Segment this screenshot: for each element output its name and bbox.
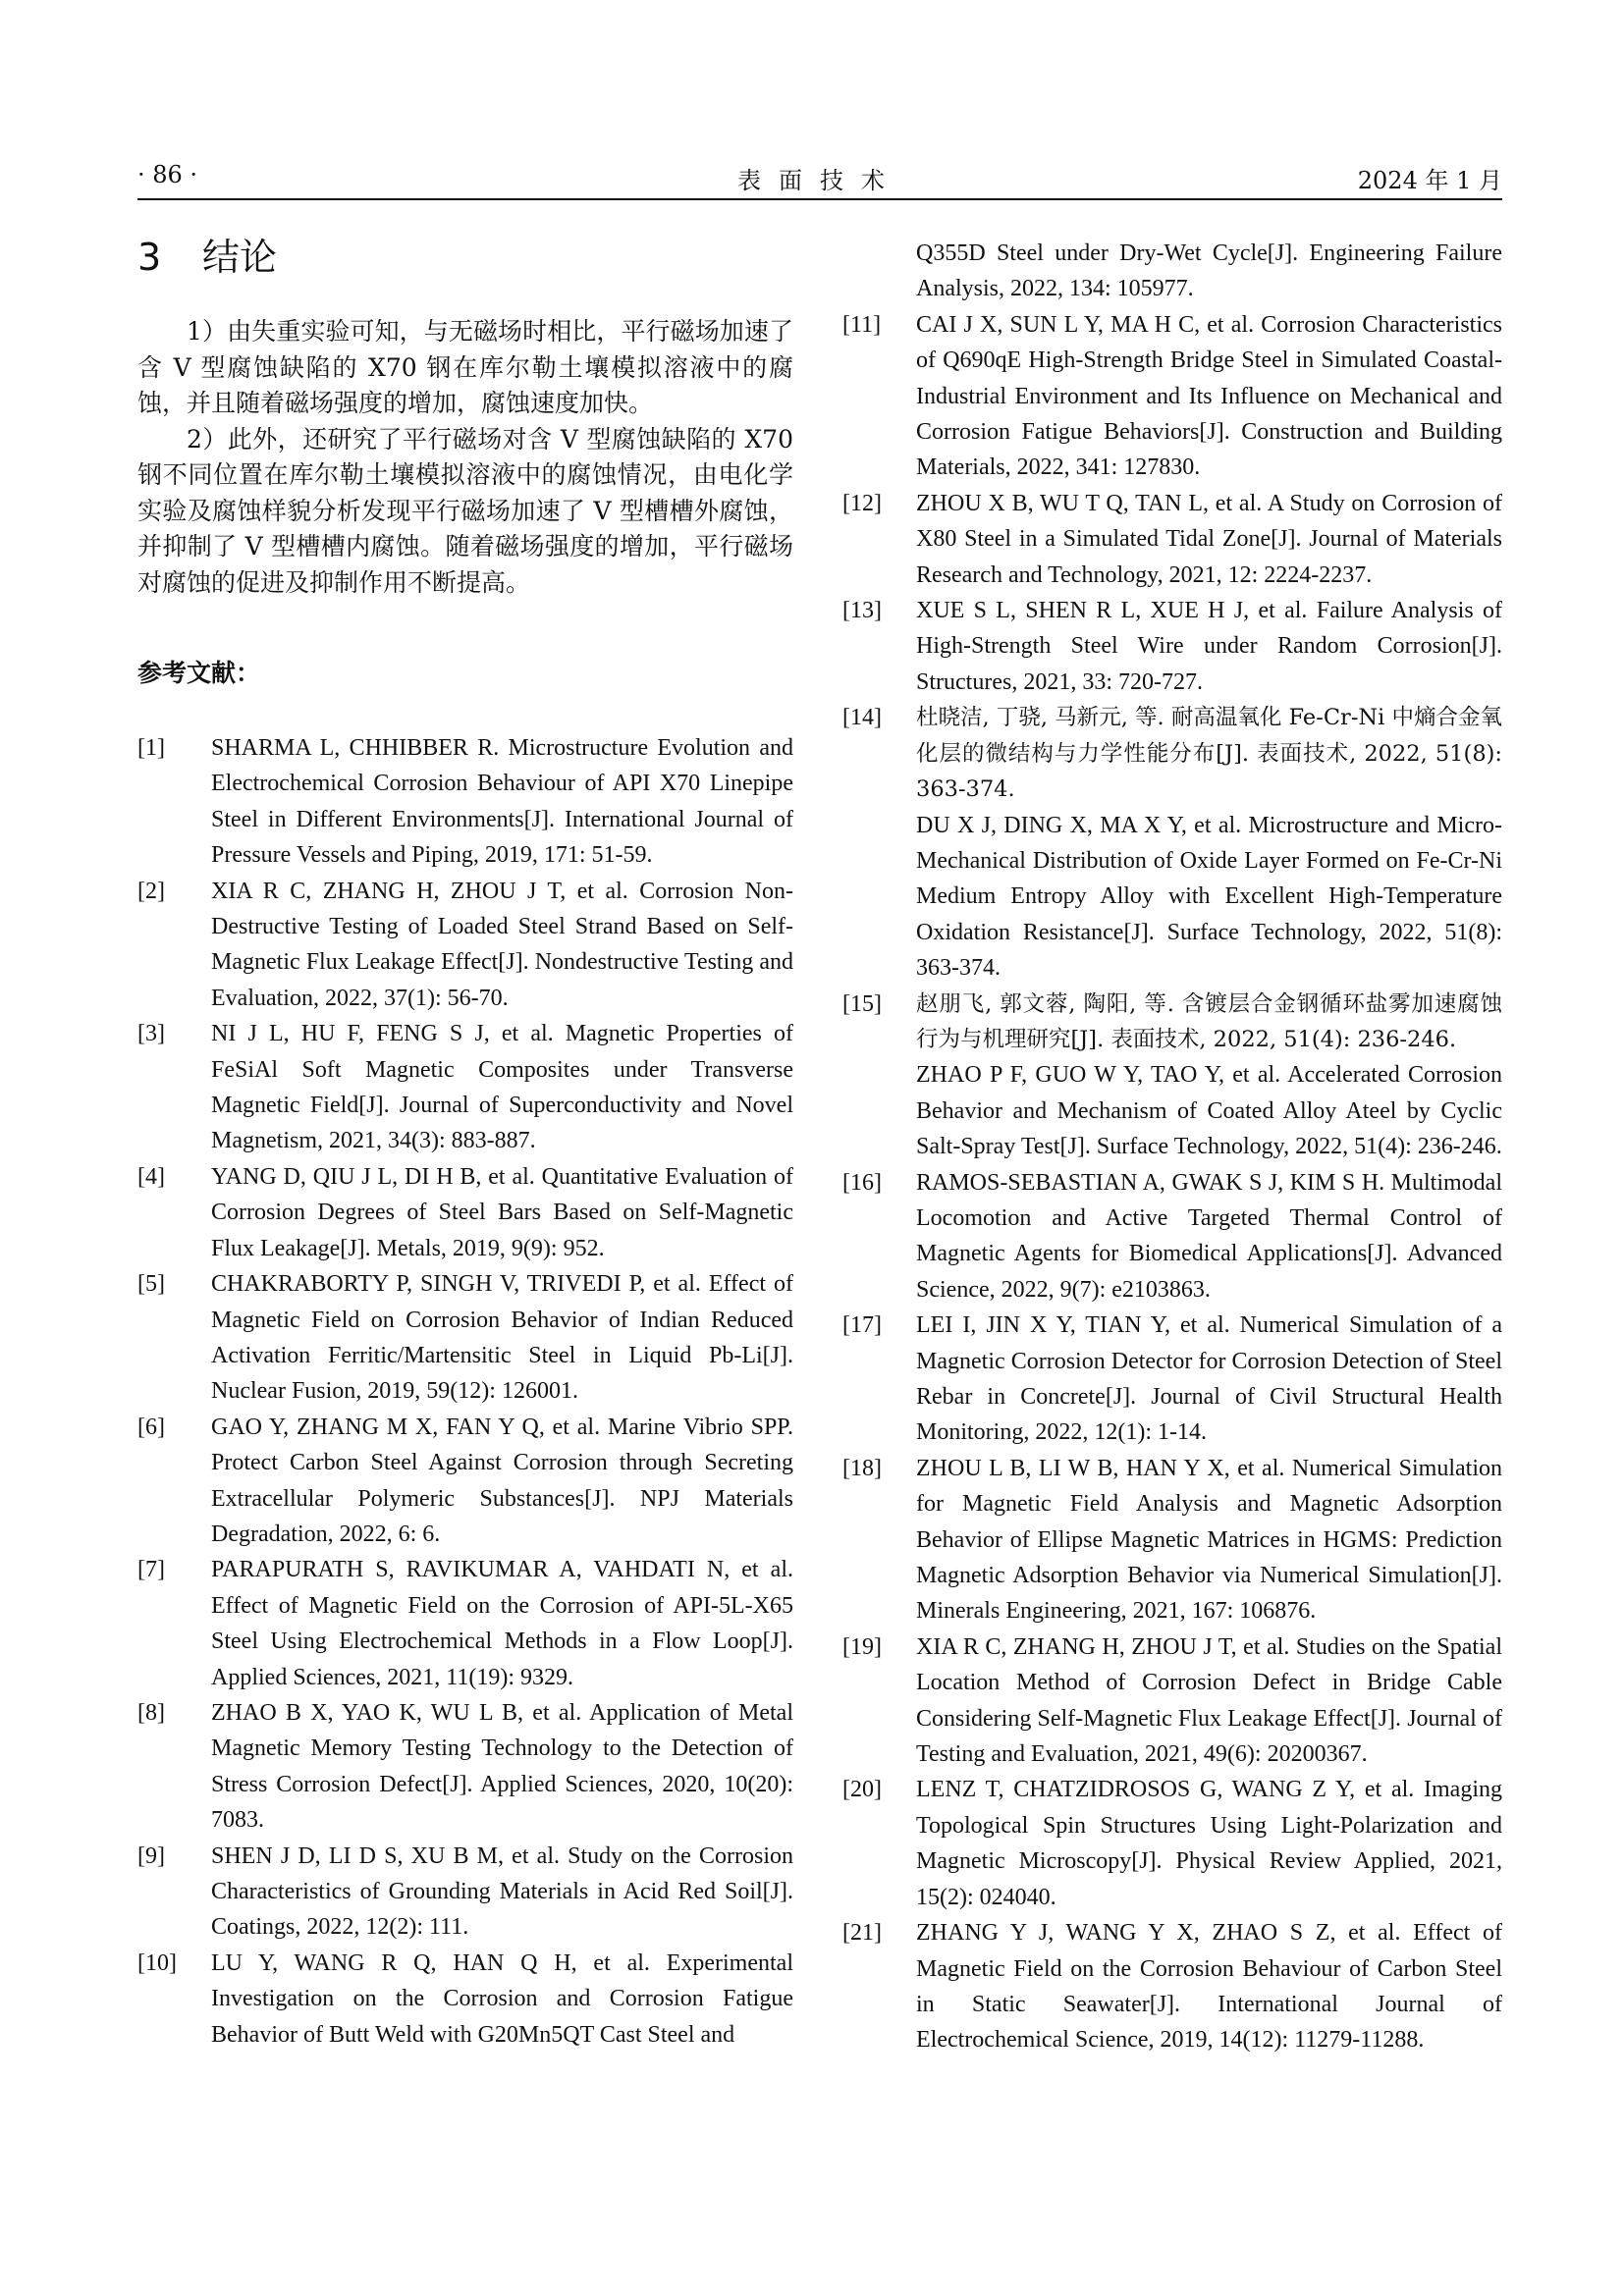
reference-index: [21] bbox=[842, 1920, 882, 1947]
reference-text: XIA R C, ZHANG H, ZHOU J T, et al. Studies on the Spatial Location Method of Corrosion Defect in Bridge Cable Considering Self-Magnetic Flux Leakage Effect[J]. Journal of Testing and Evaluation, 2021, 49(6): 20200367. bbox=[916, 1633, 1502, 1768]
section-title: 结论 bbox=[202, 236, 278, 279]
reference-index: [6] bbox=[137, 1414, 165, 1440]
reference-item bbox=[842, 486, 1502, 593]
reference-text: XIA R C, ZHANG H, ZHOU J T, et al. Corrosion Non-Destructive Testing of Loaded Steel Strand Based on Self-Magnetic Flux Leakage Effect[J]. Nondestructive Testing and Evaluation, 2022, 37(1): 56-70. bbox=[211, 878, 793, 1011]
reference-text: LU Y, WANG R Q, HAN Q H, et al. Experimental Investigation on the Corrosion and Corrosion Fatigue Behavior of Butt Weld with G20Mn5QT Cast Steel and bbox=[211, 1949, 793, 2048]
reference-text: PARAPURATH S, RAVIKUMAR A, VAHDATI N, et al. Effect of Magnetic Field on the Corrosion of API-5L-X65 Steel Using Electrochemical Methods in a Flow Loop[J]. Applied Sciences, 2021, 11(19): 9329. bbox=[211, 1557, 793, 1690]
reference-item bbox=[137, 1946, 793, 2053]
right-column bbox=[842, 236, 1502, 2058]
reference-index: [8] bbox=[137, 1699, 165, 1726]
reference-text: ZHAO B X, YAO K, WU L B, et al. Application of Metal Magnetic Memory Testing Technology to the Detection of Stress Corrosion Defect[J]. Applied Sciences, 2020, 10(20): 7083. bbox=[211, 1699, 793, 1834]
reference-item bbox=[137, 1410, 793, 1553]
reference-index: [9] bbox=[137, 1842, 165, 1869]
reference-text: XUE S L, SHEN R L, XUE H J, et al. Failure Analysis of High-Strength Steel Wire under Random Corrosion[J]. Structures, 2021, 33: 720-727. bbox=[916, 598, 1502, 695]
reference-item bbox=[137, 1266, 793, 1410]
references-title: 参考文献： bbox=[137, 659, 261, 687]
reference-item bbox=[137, 874, 793, 1017]
conclusion-paragraph: 1）由失重实验可知，与无磁场时相比，平行磁场加速了含 V 型腐蚀缺陷的 X70 钢在库尔勒土壤模拟溶液中的腐蚀，并且随着磁场强度的增加，腐蚀速度加快。 bbox=[137, 317, 793, 417]
reference-item bbox=[137, 730, 793, 874]
reference-text: YANG D, QIU J L, DI H B, et al. Quantitative Evaluation of Corrosion Degrees of Steel Bars Based on Self-Magnetic Flux Leakage[J]. Metals, 2019, 9(9): 952. bbox=[211, 1163, 793, 1261]
reference-text-zh: 杜晓洁, 丁骁, 马新元, 等. 耐高温氧化 Fe-Cr-Ni 中熵合金氧化层的微结构与力学性能分布[J]. 表面技术, 2022, 51(8): 363-374. bbox=[916, 705, 1502, 803]
reference-index: [4] bbox=[137, 1163, 165, 1190]
section-heading bbox=[137, 236, 793, 279]
page-number: · 86 · bbox=[137, 161, 198, 188]
reference-item bbox=[137, 1552, 793, 1695]
reference-text: ZHAO P F, GUO W Y, TAO Y, et al. Accelerated Corrosion Behavior and Mechanism of Coated Alloy Ateel by Cyclic Salt-Spray Test[J]. Surface Technology, 2022, 51(4): 236-246. bbox=[916, 1062, 1502, 1160]
reference-text: SHARMA L, CHHIBBER R. Microstructure Evolution and Electrochemical Corrosion Behaviour of API X70 Linepipe Steel in Different Environments[J]. International Journal of Pressure Vessels and Piping, 2019, 171: 51-59. bbox=[211, 735, 793, 869]
reference-item bbox=[842, 593, 1502, 700]
reference-index: [17] bbox=[842, 1312, 882, 1339]
reference-item bbox=[137, 1016, 793, 1159]
reference-list-right bbox=[842, 307, 1502, 2058]
reference-index: [3] bbox=[137, 1021, 165, 1047]
reference-item bbox=[842, 1772, 1502, 1915]
reference-item bbox=[842, 1915, 1502, 2058]
reference-text: LEI I, JIN X Y, TIAN Y, et al. Numerical Simulation of a Magnetic Corrosion Detector for Corrosion Detection of Steel Rebar in Concrete[J]. Journal of Civil Structural Health Monitoring, 2022, 12(1): 1-14. bbox=[916, 1312, 1502, 1446]
section-number: 3 bbox=[137, 236, 162, 279]
reference-item bbox=[842, 987, 1502, 1165]
reference-item bbox=[137, 1695, 793, 1839]
journal-name: 表面技术 bbox=[737, 167, 902, 194]
reference-text: NI J L, HU F, FENG S J, et al. Magnetic Properties of FeSiAl Soft Magnetic Composites under Transverse Magnetic Field[J]. Journal of Superconductivity and Novel Magnetism, 2021, 34(3): 883-887. bbox=[211, 1021, 793, 1154]
reference-text: ZHOU X B, WU T Q, TAN L, et al. A Study on Corrosion of X80 Steel in a Simulated Tidal Zone[J]. Journal of Materials Research and Technology, 2021, 12: 2224-2237. bbox=[916, 490, 1502, 588]
conclusion-paragraph: 2）此外，还研究了平行磁场对含 V 型腐蚀缺陷的 X70 钢不同位置在库尔勒土壤模拟溶液中的腐蚀情况，由电化学实验及腐蚀样貌分析发现平行磁场加速了 V 型槽槽外腐蚀，并抑制了 V 型槽槽内腐蚀。随着磁场强度的增加，平行磁场对腐蚀的促进及抑制作用不断提高。 bbox=[137, 424, 793, 597]
reference-text: ZHANG Y J, WANG Y X, ZHAO S Z, et al. Effect of Magnetic Field on the Corrosion Behaviour of Carbon Steel in Static Seawater[J]. International Journal of Electrochemical Science, 2019, 14(12): 11279-11288. bbox=[916, 1920, 1502, 2054]
reference-index: [14] bbox=[842, 705, 882, 731]
reference-text: RAMOS-SEBASTIAN A, GWAK S J, KIM S H. Multimodal Locomotion and Active Targeted Thermal Control of Magnetic Agents for Biomedical Applications[J]. Advanced Science, 2022, 9(7): e2103863. bbox=[916, 1169, 1502, 1303]
reference-index: [15] bbox=[842, 990, 882, 1017]
reference-text: DU X J, DING X, MA X Y, et al. Microstructure and Micro-Mechanical Distribution of Oxide Layer Formed on Fe-Cr-Ni Medium Entropy Alloy with Excellent High-Temperature Oxidation Resistance[J]. Surface Technology, 2022, 51(8): 363-374. bbox=[916, 812, 1502, 982]
reference-index: [12] bbox=[842, 490, 882, 516]
reference-text: SHEN J D, LI D S, XU B M, et al. Study on the Corrosion Characteristics of Grounding Materials in Acid Red Soil[J]. Coatings, 2022, 12(2): 111. bbox=[211, 1842, 793, 1941]
left-column bbox=[137, 236, 793, 2053]
issue-date: 2024 年 1 月 bbox=[1357, 167, 1502, 194]
reference-item bbox=[842, 307, 1502, 486]
reference-item bbox=[842, 1165, 1502, 1308]
reference-index: [16] bbox=[842, 1169, 882, 1196]
reference-index: [18] bbox=[842, 1455, 882, 1481]
reference-index: [2] bbox=[137, 878, 165, 904]
reference-item bbox=[137, 1159, 793, 1266]
reference-item bbox=[842, 700, 1502, 986]
reference-text: CHAKRABORTY P, SINGH V, TRIVEDI P, et al. Effect of Magnetic Field on Corrosion Behavior of Indian Reduced Activation Ferritic/Martensitic Steel in Liquid Pb-Li[J]. Nuclear Fusion, 2019, 59(12): 126001. bbox=[211, 1271, 793, 1405]
reference-list-left bbox=[137, 730, 793, 2053]
reference-item bbox=[842, 1451, 1502, 1629]
reference-index: [10] bbox=[137, 1949, 177, 1976]
reference-item bbox=[842, 1629, 1502, 1773]
reference-index: [1] bbox=[137, 735, 165, 761]
reference-index: [7] bbox=[137, 1557, 165, 1583]
reference-item bbox=[137, 1839, 793, 1946]
reference-text: GAO Y, ZHANG M X, FAN Y Q, et al. Marine Vibrio SPP. Protect Carbon Steel Against Corrosion through Secreting Extracellular Polymeric Substances[J]. NPJ Materials Degradation, 2022, 6: 6. bbox=[211, 1414, 793, 1547]
reference-text: CAI J X, SUN L Y, MA H C, et al. Corrosion Characteristics of Q690qE High-Strength Bridge Steel in Simulated Coastal-Industrial Environment and Its Influence on Mechanical and Corrosion Fatigue Behaviors[J]. Construction and Building Materials, 2022, 341: 127830. bbox=[916, 311, 1502, 481]
reference-text: LENZ T, CHATZIDROSOS G, WANG Z Y, et al. Imaging Topological Spin Structures Using Light-Polarization and Magnetic Microscopy[J]. Physical Review Applied, 2021, 15(2): 024040. bbox=[916, 1777, 1502, 1910]
reference-index: [13] bbox=[842, 598, 882, 624]
reference-continuation: Q355D Steel under Dry-Wet Cycle[J]. Engineering Failure Analysis, 2022, 134: 105977. bbox=[916, 240, 1502, 302]
page-header bbox=[137, 157, 1502, 200]
reference-index: [20] bbox=[842, 1777, 882, 1803]
reference-text-zh: 赵朋飞, 郭文蓉, 陶阳, 等. 含镀层合金钢循环盐雾加速腐蚀行为与机理研究[J]. 表面技术, 2022, 51(4): 236-246. bbox=[916, 990, 1502, 1052]
reference-index: [19] bbox=[842, 1633, 882, 1660]
reference-index: [11] bbox=[842, 311, 882, 338]
reference-text: ZHOU L B, LI W B, HAN Y X, et al. Numerical Simulation for Magnetic Field Analysis and Magnetic Adsorption Behavior of Ellipse Magnetic Matrices in HGMS: Prediction Magnetic Adsorption Behavior via Numerical Simulation[J]. Minerals Engineering, 2021, 167: 106876. bbox=[916, 1455, 1502, 1625]
reference-item bbox=[842, 1308, 1502, 1451]
reference-index: [5] bbox=[137, 1271, 165, 1298]
